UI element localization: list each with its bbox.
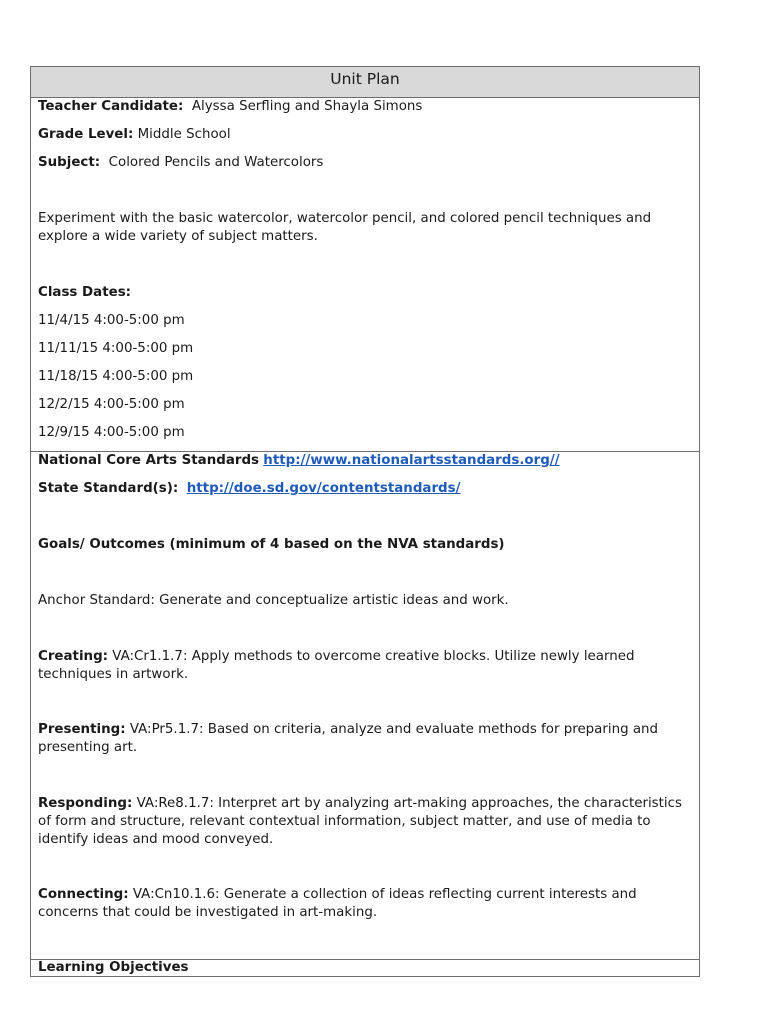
national-standards-label: National Core Arts Standards [38, 453, 260, 468]
connecting-label: Connecting: [38, 887, 129, 902]
responding-standard [38, 795, 693, 849]
state-standards-line [38, 480, 693, 498]
grade-level-line [38, 126, 693, 144]
connecting-text: VA:Cn10.1.6: Generate a collection of ideas reflecting current interests and concerns that could be investigated in art-making. [38, 887, 637, 920]
goals-heading: Goals/ Outcomes (minimum of 4 based on the NVA standards) [38, 537, 505, 552]
unit-plan-table [30, 66, 700, 977]
grade-level-label: Grade Level: [38, 127, 134, 142]
anchor-standard: Anchor Standard: Generate and conceptualize artistic ideas and work. [38, 593, 509, 608]
unit-plan-title: Unit Plan [31, 67, 699, 98]
class-date: 11/4/15 4:00-5:00 pm [38, 313, 185, 328]
connecting-standard [38, 886, 693, 922]
teacher-candidate-line [38, 98, 693, 116]
national-standards-line [38, 452, 693, 470]
learning-objectives-heading: Learning Objectives [38, 960, 189, 975]
creating-text: VA:Cr1.1.7: Apply methods to overcome creative blocks. Utilize newly learned techniques in artwork. [38, 649, 635, 682]
presenting-standard [38, 721, 693, 757]
learning-objectives-section [31, 960, 699, 976]
class-dates-label: Class Dates: [38, 285, 132, 300]
subject-value: Colored Pencils and Watercolors [108, 155, 324, 170]
responding-text: VA:Re8.1.7: Interpret art by analyzing art-making approaches, the characteristics of form and structure, relevant contextual information, subject matter, and use of media to identify ideas and mood conveyed. [38, 796, 682, 847]
class-date: 12/2/15 4:00-5:00 pm [38, 397, 185, 412]
class-date: 11/11/15 4:00-5:00 pm [38, 341, 194, 356]
standards-section [31, 452, 699, 960]
creating-label: Creating: [38, 649, 109, 664]
teacher-candidate-value: Alyssa Serfling and Shayla Simons [191, 99, 423, 114]
state-standards-link[interactable]: http://doe.sd.gov/contentstandards/ [186, 481, 461, 496]
info-section [31, 98, 699, 452]
subject-label: Subject: [38, 155, 101, 170]
responding-label: Responding: [38, 796, 133, 811]
national-standards-link[interactable]: http://www.nationalartsstandards.org// [263, 453, 560, 468]
subject-line [38, 154, 693, 172]
teacher-candidate-label: Teacher Candidate: [38, 99, 184, 114]
unit-description: Experiment with the basic watercolor, watercolor pencil, and colored pencil techniques and explore a wide variety of subject matters. [38, 211, 652, 244]
presenting-text: VA:Pr5.1.7: Based on criteria, analyze and evaluate methods for preparing and presenting art. [38, 722, 659, 755]
presenting-label: Presenting: [38, 722, 126, 737]
creating-standard [38, 648, 693, 684]
class-date: 12/9/15 4:00-5:00 pm [38, 425, 185, 440]
class-date: 11/18/15 4:00-5:00 pm [38, 369, 194, 384]
grade-level-value: Middle School [137, 127, 231, 142]
state-standards-label: State Standard(s): [38, 481, 179, 496]
